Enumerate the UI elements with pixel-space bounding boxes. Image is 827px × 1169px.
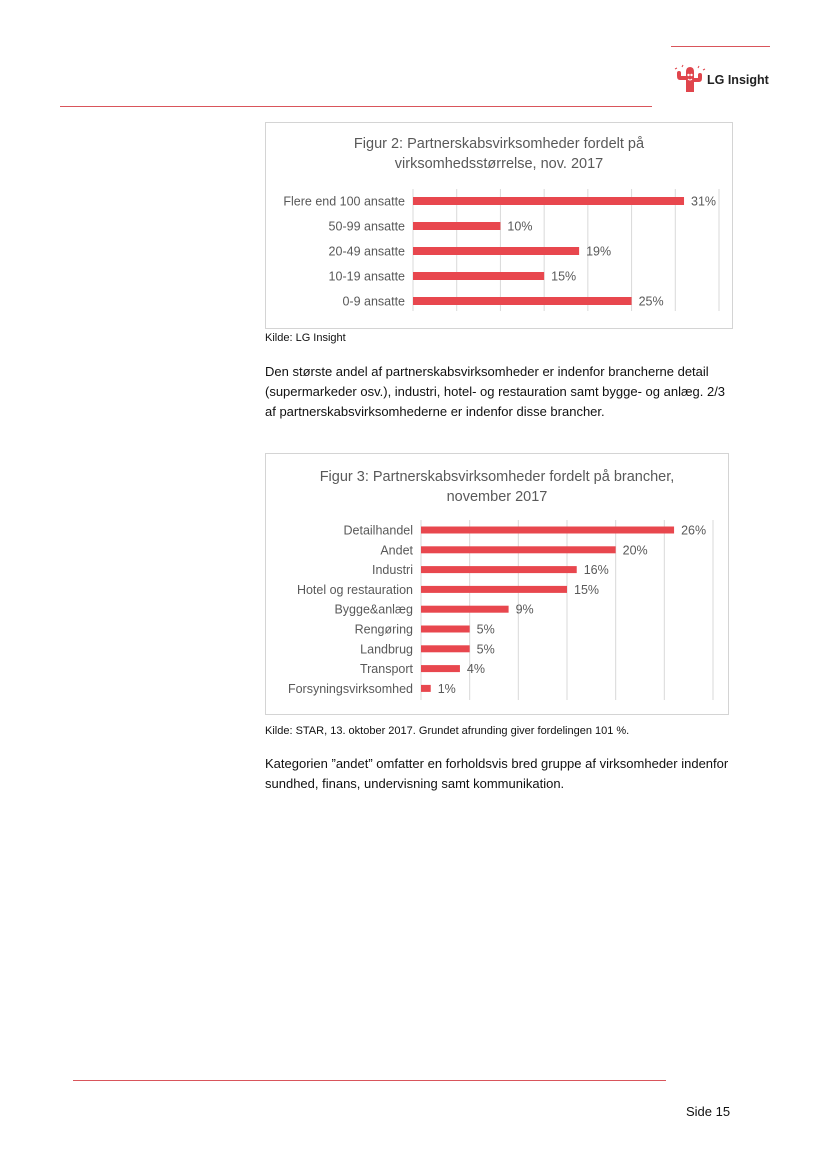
- paragraph-1: Den største andel af partnerskabsvirksomheder er indenfor brancherne detail (supermarkeder osv.), industri, hotel- og restauration samt bygge- og anlæg. 2/3 af partnerskabsvirksomhederne er indenfor disse brancher.: [265, 364, 726, 419]
- category-label: Forsyningsvirksomhed: [287, 681, 413, 696]
- category-label: 0-9 ansatte: [342, 294, 405, 309]
- category-label: Bygge&anlæg: [334, 602, 413, 617]
- category-label: Industri: [372, 563, 413, 578]
- figure-3-caption: Kilde: STAR, 13. oktober 2017. Grundet afrunding giver fordelingen 101 %.: [265, 725, 630, 737]
- page-number: Side 15: [686, 1104, 731, 1119]
- data-label: 9%: [515, 602, 534, 617]
- bar: [421, 606, 509, 613]
- bar: [421, 626, 470, 633]
- category-label: Rengøring: [354, 622, 413, 637]
- category-label: 50-99 ansatte: [328, 219, 405, 234]
- logo-text: LG Insight: [707, 73, 769, 87]
- data-label: 15%: [551, 269, 577, 284]
- footer-rule: [73, 1080, 666, 1081]
- data-label: 19%: [586, 244, 612, 259]
- header-rule-short: [671, 46, 770, 47]
- header-rule-long: [60, 106, 652, 107]
- category-label: Landbrug: [360, 642, 413, 657]
- category-label: Detailhandel: [343, 523, 413, 538]
- bar: [413, 222, 500, 230]
- bar: [413, 247, 579, 255]
- bar: [413, 197, 684, 205]
- figure-3-chart: [265, 453, 729, 715]
- data-label: 4%: [466, 662, 486, 677]
- category-label: 20-49 ansatte: [328, 244, 405, 259]
- category-label: 10-19 ansatte: [328, 269, 405, 284]
- data-label: 5%: [476, 642, 495, 657]
- figure-2-caption: Kilde: LG Insight: [265, 332, 346, 344]
- figure-2-chart: [265, 122, 733, 329]
- bar: [421, 685, 431, 692]
- bar: [413, 297, 632, 305]
- cactus-logo-icon: [672, 64, 706, 94]
- lg-insight-logo: [672, 64, 782, 94]
- bar: [421, 527, 674, 534]
- data-label: 10%: [507, 219, 533, 234]
- figure-3-plot: [266, 454, 728, 714]
- bar: [413, 272, 544, 280]
- figure-3-title-line-1: Figur 3: Partnerskabsvirksomheder fordelt på brancher,: [319, 469, 675, 485]
- data-label: 15%: [574, 582, 600, 597]
- figure-2-title-line-1: Figur 2: Partnerskabsvirksomheder fordelt på: [353, 136, 645, 152]
- bar: [421, 586, 567, 593]
- data-label: 1%: [437, 681, 456, 696]
- bar: [421, 665, 460, 672]
- data-label: 25%: [638, 294, 664, 309]
- category-label: Hotel og restauration: [296, 582, 413, 597]
- bar: [421, 645, 470, 652]
- figure-2-title-line-2: virksomhedsstørrelse, nov. 2017: [394, 156, 604, 172]
- data-label: 5%: [476, 622, 495, 637]
- data-label: 20%: [622, 543, 648, 558]
- data-label: 26%: [681, 523, 707, 538]
- bar: [421, 546, 616, 553]
- paragraph-2: Kategorien ”andet” omfatter en forholdsvis bred gruppe af virksomheder indenfor sundhed, finans, undervisning samt kommunikation.: [265, 756, 729, 791]
- data-label: 31%: [691, 194, 717, 209]
- figure-2-plot: [266, 123, 732, 328]
- category-label: Andet: [380, 543, 413, 558]
- figure-3-title-line-2: november 2017: [446, 489, 548, 505]
- data-label: 16%: [583, 563, 609, 578]
- category-label: Transport: [359, 662, 413, 677]
- bar: [421, 566, 577, 573]
- category-label: Flere end 100 ansatte: [283, 194, 405, 209]
